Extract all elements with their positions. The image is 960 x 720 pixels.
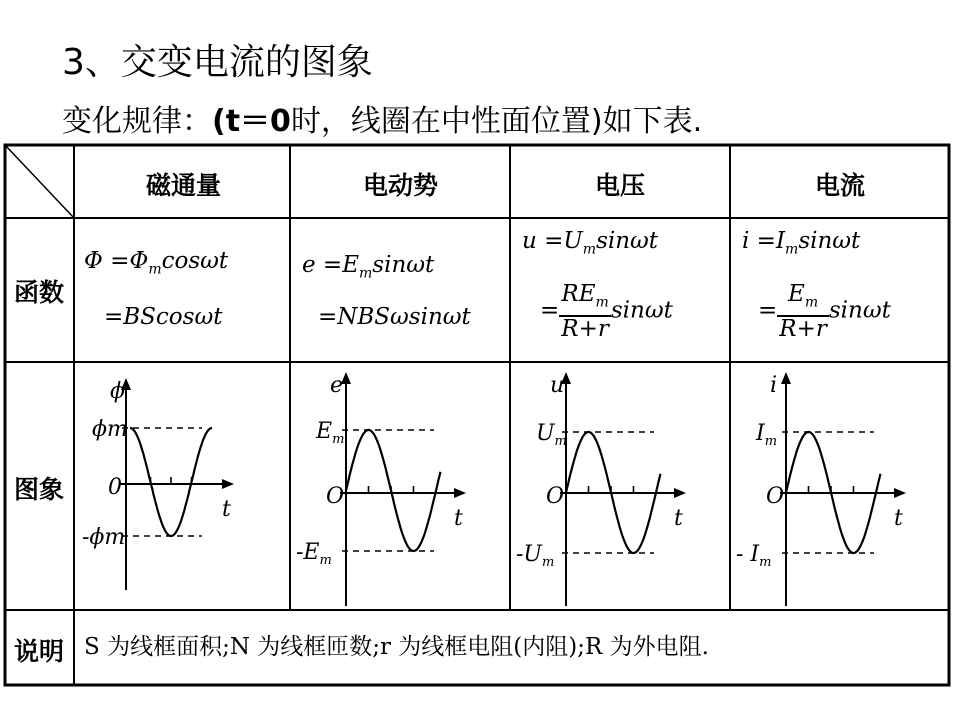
graph-2-max-label: $E_m$ bbox=[316, 419, 345, 447]
graph-2-y-label: e bbox=[330, 373, 344, 398]
graph-4-x-arrow bbox=[894, 488, 906, 498]
graph-2-x-arrow bbox=[454, 488, 466, 498]
graph-4-x-label: t bbox=[894, 506, 903, 531]
graph-3-max-label: $U_m$ bbox=[536, 421, 567, 449]
graph-1-y-label: ϕ bbox=[110, 379, 125, 404]
graph-2-x-label: t bbox=[454, 506, 463, 531]
formula-current-line1: $i =I_m\sin\omega t$ bbox=[742, 228, 861, 258]
table-border bbox=[5, 145, 949, 685]
graph-3-zero-label: O bbox=[546, 484, 565, 509]
graph-4-y-label: i bbox=[770, 373, 778, 398]
graph-2-waveform bbox=[346, 430, 441, 551]
graph-1-zero-label: 0 bbox=[108, 475, 122, 500]
note-text: S 为线框面积;N 为线框匝数;r 为线框电阻(内阻);R 为外电阻. bbox=[84, 634, 709, 660]
formula-emf-line1: $e =E_m\sin\omega t$ bbox=[302, 252, 435, 282]
formula-flux-line2: =BScosωt bbox=[104, 304, 223, 330]
page-title: 3、交变电流的图象 bbox=[62, 42, 373, 83]
header-emf: 电动势 bbox=[363, 171, 439, 200]
graph-3-x-arrow bbox=[674, 488, 686, 498]
graph-1-min-label: -ϕm bbox=[82, 525, 126, 550]
graph-4-zero-label: O bbox=[766, 484, 785, 509]
header-flux: 磁通量 bbox=[146, 171, 222, 200]
row-head-function: 函数 bbox=[14, 278, 65, 307]
graph-3-y-label: u bbox=[550, 373, 565, 398]
graph-1-x-label: t bbox=[222, 497, 231, 522]
graph-4-min-label: - $I_m$ bbox=[736, 542, 772, 570]
graph-4-max-label: $I_m$ bbox=[756, 421, 778, 449]
formula-voltage-line2: = $\frac{RE_m}{R+r}$ sinωt bbox=[540, 281, 673, 342]
row-head-note: 说明 bbox=[14, 637, 65, 666]
graph-3-min-label: $-U_m$ bbox=[516, 542, 555, 570]
header-current: 电流 bbox=[815, 171, 866, 200]
graph-3-x-label: t bbox=[674, 506, 683, 531]
graph-1-max-label: ϕm bbox=[92, 417, 128, 442]
graph-1-x-arrow bbox=[222, 479, 234, 489]
graph-2-min-label: $-E_m$ bbox=[296, 540, 332, 568]
header-voltage: 电压 bbox=[595, 171, 646, 200]
subtitle-condition: (t＝0 bbox=[212, 104, 291, 139]
subtitle-suffix: 时，线圈在中性面位置)如下表. bbox=[290, 104, 703, 139]
formula-flux-line1: $\Phi =\Phi_m\cos\omega t$ bbox=[84, 248, 229, 278]
graph-2-zero-label: O bbox=[326, 484, 345, 509]
corner-diagonal bbox=[5, 145, 74, 218]
graph-4-y-arrow bbox=[781, 372, 791, 384]
row-head-graph: 图象 bbox=[14, 475, 65, 504]
formula-emf-line2: =NBSωsinωt bbox=[318, 304, 471, 330]
formula-voltage-line1: $u =U_m\sin\omega t$ bbox=[522, 228, 659, 258]
formula-current-line2: = $\frac{E_m}{R+r}$ sinωt bbox=[758, 281, 891, 342]
subtitle-prefix: 变化规律： bbox=[62, 104, 212, 139]
